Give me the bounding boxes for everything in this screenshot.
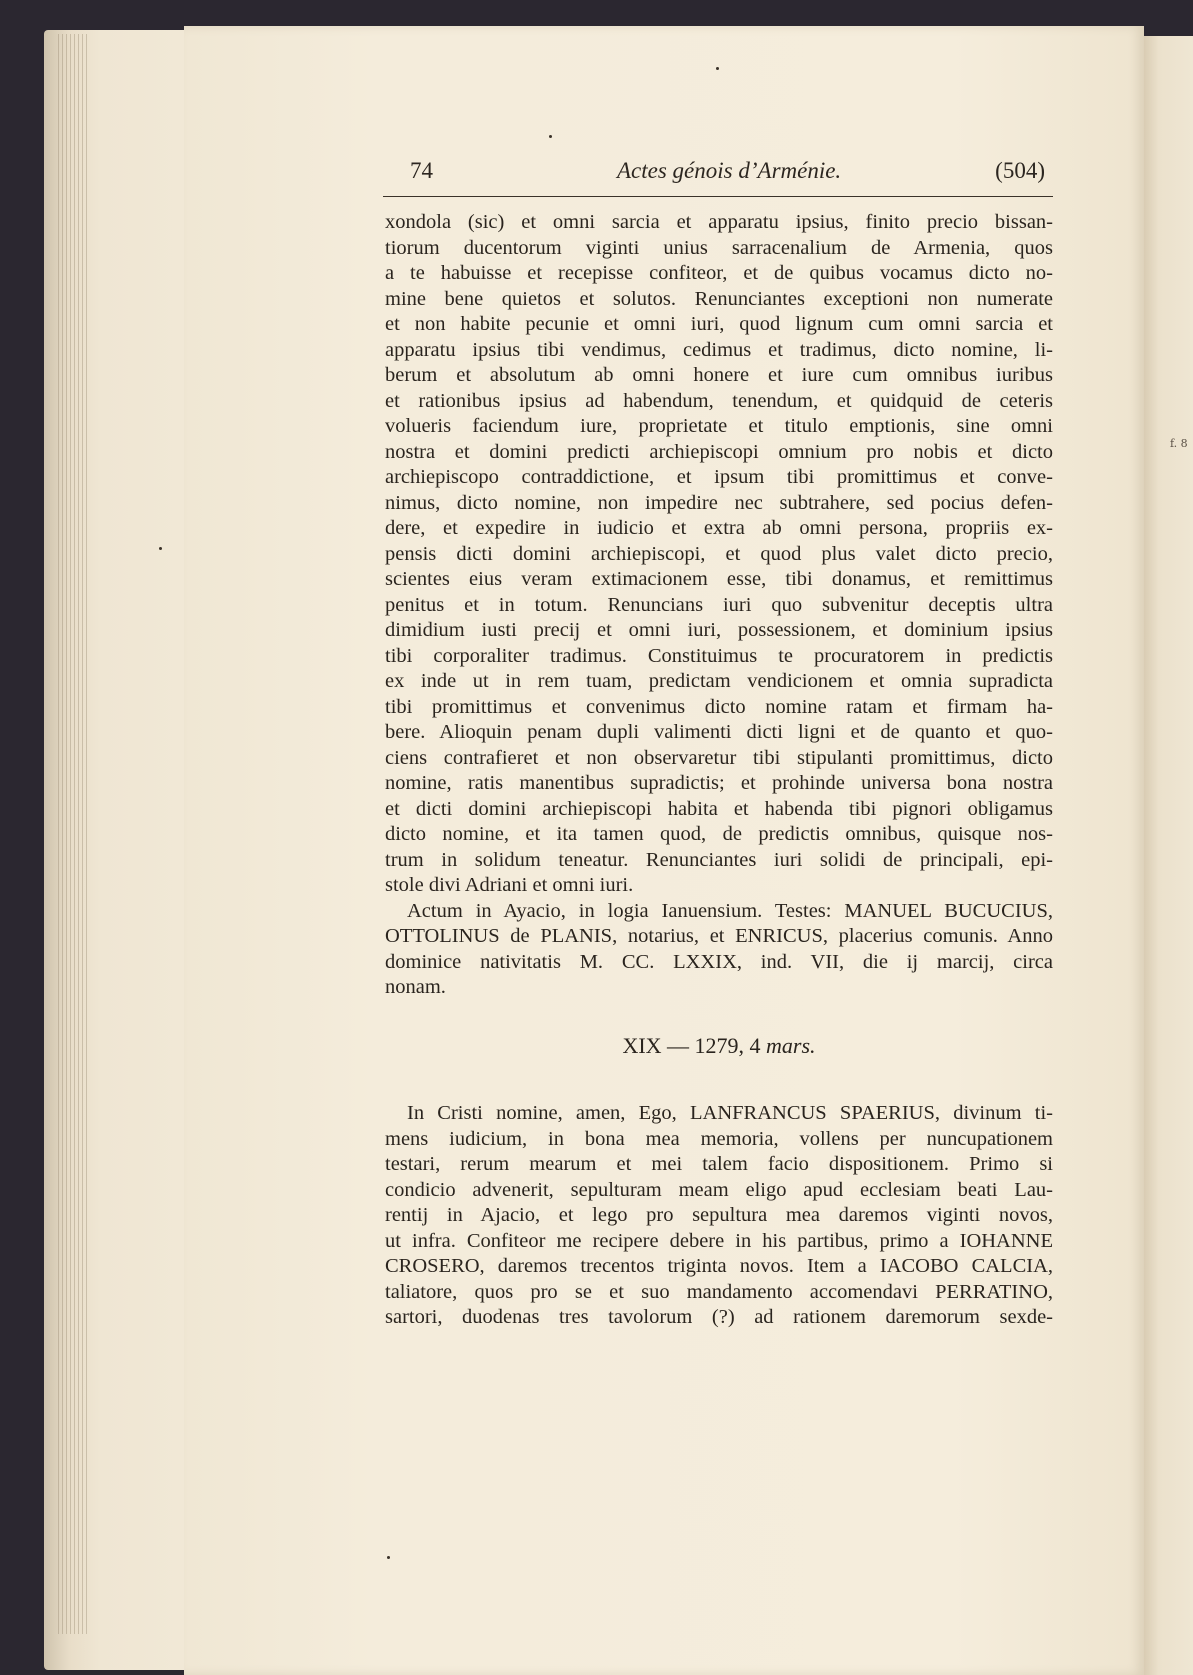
paper-speck	[159, 547, 162, 550]
section-heading	[385, 1033, 1053, 1059]
text-line: et non habite pecunie et omni iuri, quod lignum cum omni sarcia et	[385, 313, 1053, 335]
header-rule	[383, 196, 1053, 197]
margin-note: f. 8	[1170, 437, 1188, 450]
text-line: dimidium iusti precij et omni iuri, possessionem, et dominium ipsius	[385, 619, 1053, 641]
text-line: ciens contrafieret et non observaretur tibi stipulanti promittimus, dicto	[385, 746, 1053, 769]
text-line: rentij in Ajacio, et lego pro sepultura mea daremos viginti novos,	[385, 1204, 1053, 1226]
text-line: sartori, duodenas tres tavolorum (?) ad rationem daremorum sexde-	[385, 1306, 1053, 1328]
text-line: condicio advenerit, sepulturam meam eligo apud ecclesiam beati Lau-	[385, 1178, 1053, 1201]
paper-speck	[387, 1556, 390, 1559]
text-line: taliatore, quos pro se et suo mandamento accomendavi PERRATINO,	[385, 1280, 1053, 1303]
page-number: 74	[410, 158, 433, 183]
paper-speck	[716, 67, 719, 70]
paragraph-3	[385, 1101, 1053, 1331]
text-line: volueris faciendum iure, proprietate et titulo emptionis, sine omni	[385, 415, 1053, 437]
text-line: dicto nomine, et ita tamen quod, de predictis omnibus, quisque nos-	[385, 823, 1053, 845]
paragraph-1	[385, 210, 1053, 899]
running-title: Actes génois d’Arménie.	[617, 158, 842, 183]
text-block-1	[385, 210, 1053, 1001]
text-line: nomine, ratis manentibus supradictis; et prohinde universa bona nostra	[385, 772, 1053, 794]
text-line: mine bene quietos et solutos. Renunciantes exceptioni non numerate	[385, 287, 1053, 310]
paper-speck	[549, 135, 552, 138]
page-stack-lines	[58, 34, 88, 1634]
text-line: trum in solidum teneatur. Renunciantes iuri solidi de principali, epi-	[385, 848, 1053, 871]
text-line: ex inde ut in rem tuam, predictam vendicionem et omnia supradicta	[385, 670, 1053, 692]
running-header	[410, 158, 1055, 192]
paragraph-2	[385, 899, 1053, 1001]
text-line: nimus, dicto nomine, non impedire nec subtrahere, sed pocius defen-	[385, 491, 1053, 514]
text-line: ut infra. Confiteor me recipere debere in his partibus, primo a IOHANNE	[385, 1229, 1053, 1252]
text-line: tibi promittimus et convenimus dicto nomine ratam et firmam ha-	[385, 695, 1053, 718]
text-line: nostra et domini predicti archiepiscopi omnium pro nobis et dicto	[385, 440, 1053, 463]
text-line: testari, rerum mearum et mei talem facio dispositionem. Primo si	[385, 1153, 1053, 1175]
text-line: dere, et expedire in iudicio et extra ab omni persona, propriis ex-	[385, 517, 1053, 539]
text-line: dominice nativitatis M. CC. LXXIX, ind. VII, die ij marcij, circa	[385, 950, 1053, 973]
text-line: xondola (sic) et omni sarcia et apparatu ipsius, finito precio bissan-	[385, 211, 1053, 233]
text-line: a te habuisse et recepisse confiteor, et de quibus vocamus dicto no-	[385, 262, 1053, 284]
text-block-2	[385, 1101, 1053, 1331]
text-line: apparatu ipsius tibi vendimus, cedimus et tradimus, dicto nomine, li-	[385, 338, 1053, 361]
document-reference: (504)	[995, 158, 1045, 183]
section-dash: —	[667, 1033, 690, 1058]
section-number: XIX	[622, 1033, 662, 1058]
section-date-year: 1279, 4	[694, 1033, 761, 1058]
text-line: et dicti domini archiepiscopi habita et habenda tibi pignori obligamus	[385, 797, 1053, 820]
text-line: mens iudicium, in bona mea memoria, vollens per nuncupationem	[385, 1127, 1053, 1150]
text-line: Actum in Ayacio, in logia Ianuensium. Testes: MANUEL BUCUCIUS,	[407, 899, 1053, 922]
text-line: pensis dicti domini archiepiscopi, et quod plus valet dicto precio,	[385, 542, 1053, 565]
text-line: archiepiscopo contraddictione, et ipsum tibi promittimus et conve-	[385, 466, 1053, 488]
section-date-month: mars.	[766, 1033, 816, 1058]
text-line: CROSERO, daremos trecentos triginta novos. Item a IACOBO CALCIA,	[385, 1255, 1053, 1277]
text-line: stole divi Adriani et omni iuri.	[385, 874, 634, 896]
text-line: tibi corporaliter tradimus. Constituimus te procuratorem in predictis	[385, 644, 1053, 667]
text-line: nonam.	[385, 976, 446, 998]
text-line: scientes eius veram extimacionem esse, tibi donamus, et remittimus	[385, 568, 1053, 590]
text-line: et rationibus ipsius ad habendum, tenendum, et quidquid de ceteris	[385, 389, 1053, 412]
text-line: bere. Alioquin penam dupli valimenti dicti ligni et de quanto et quo-	[385, 721, 1053, 743]
text-line: In Cristi nomine, amen, Ego, LANFRANCUS SPAERIUS, divinum ti-	[407, 1102, 1053, 1124]
text-line: tiorum ducentorum viginti unius sarracenalium de Armenia, quos	[385, 236, 1053, 259]
text-line: berum et absolutum ab omni honere et iure cum omnibus iuribus	[385, 364, 1053, 386]
text-line: OTTOLINUS de PLANIS, notarius, et ENRICUS, placerius comunis. Anno	[385, 925, 1053, 947]
facing-page-edge	[1144, 36, 1193, 1675]
text-line: penitus et in totum. Renuncians iuri quo subvenitur deceptis ultra	[385, 593, 1053, 616]
